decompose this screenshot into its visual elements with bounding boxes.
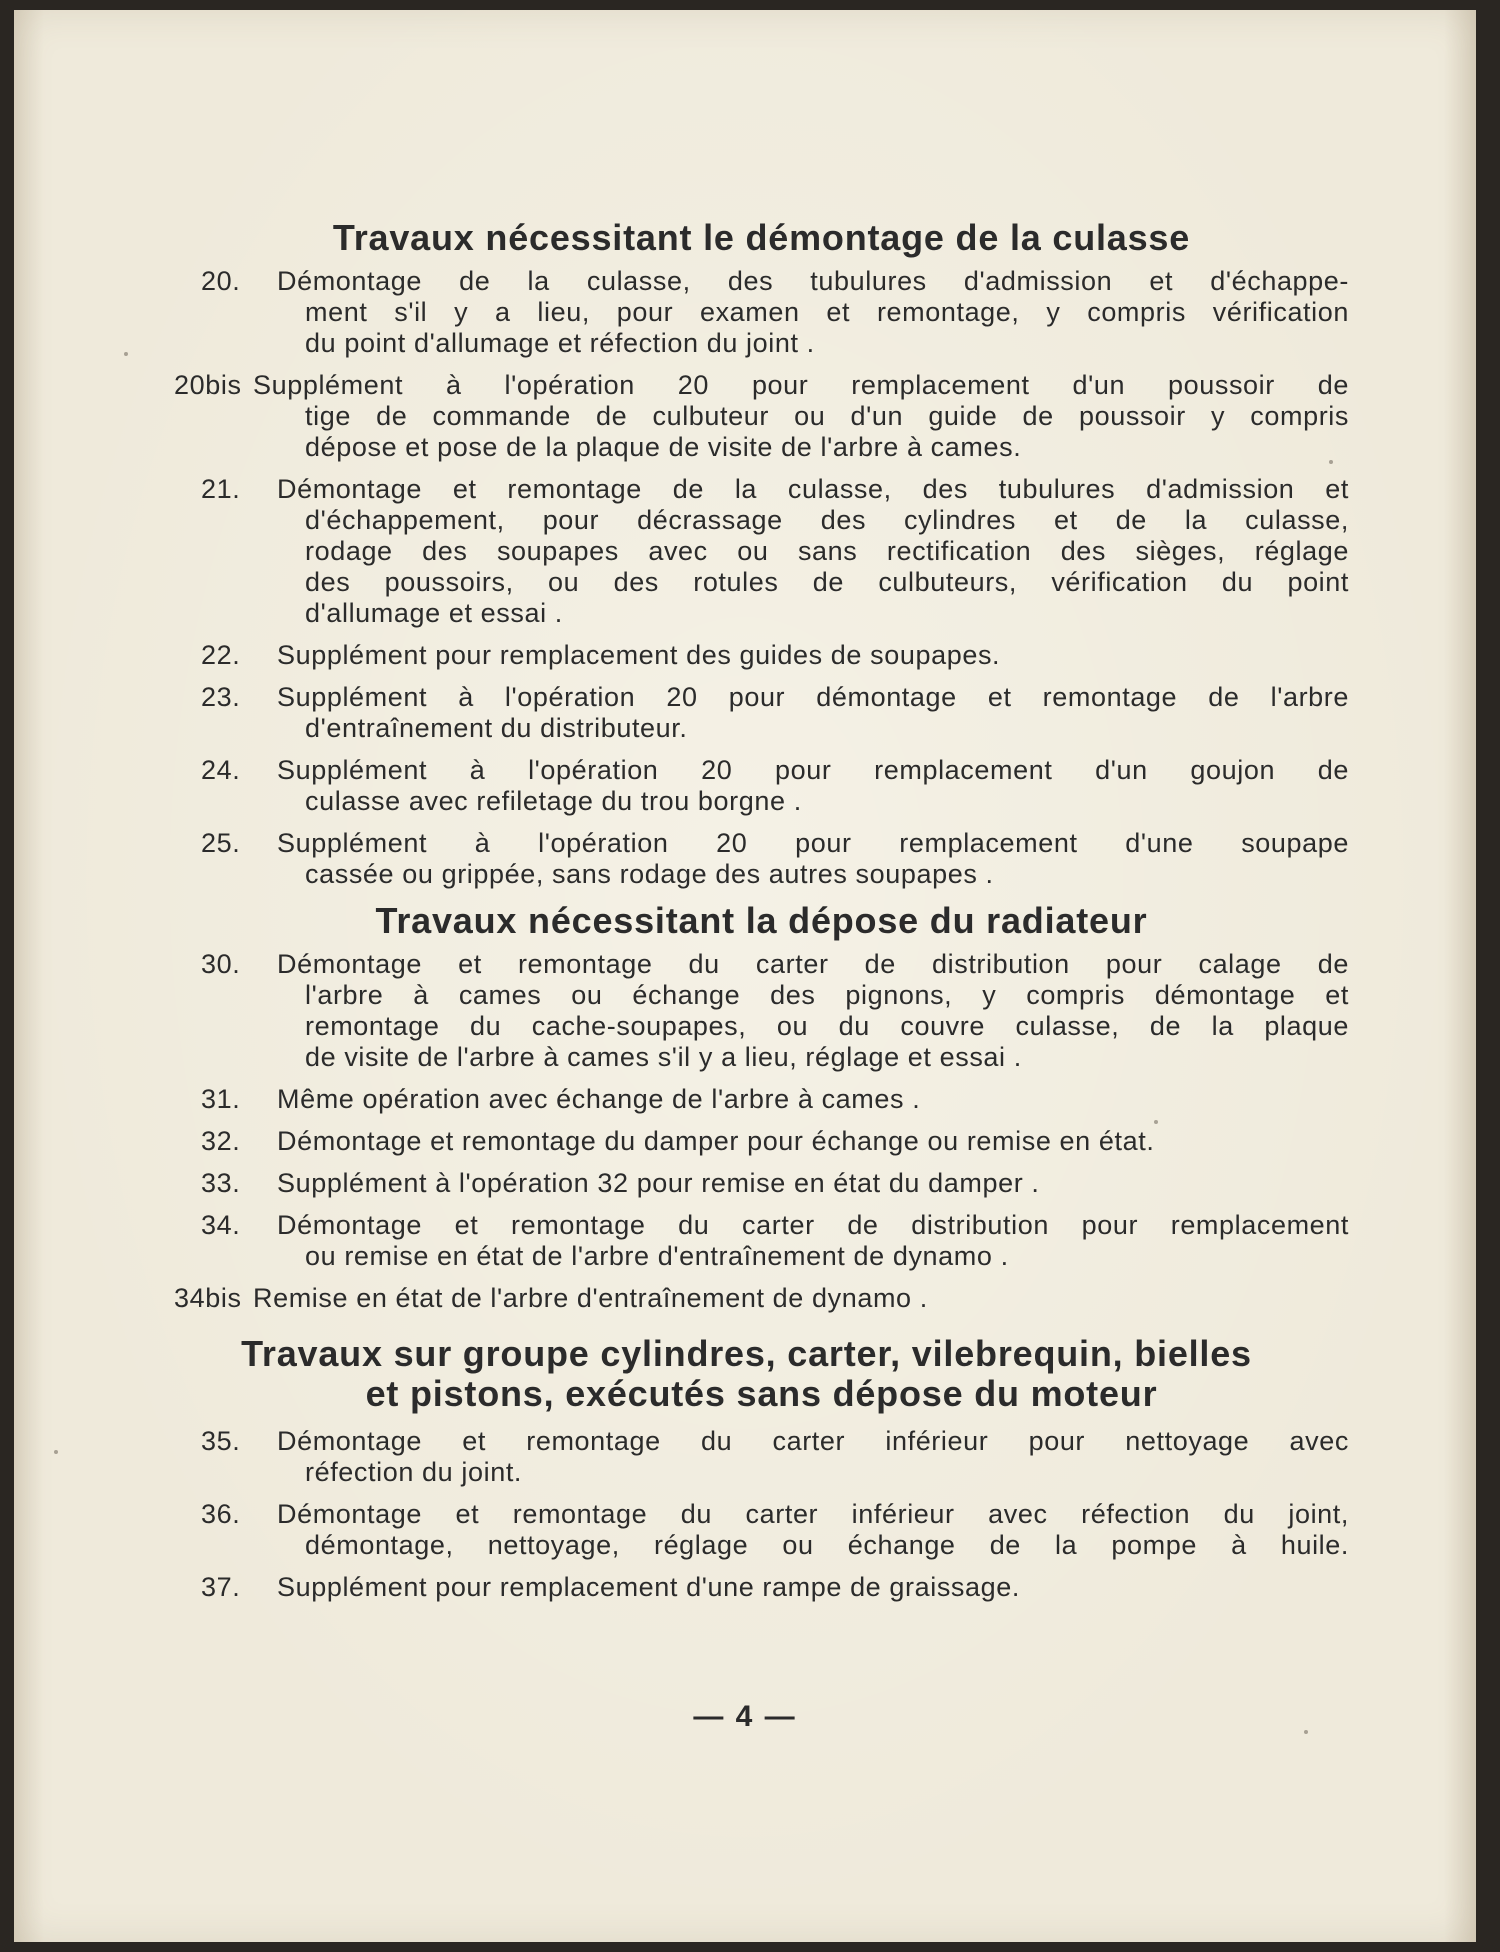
list-item-22 xyxy=(174,640,1349,671)
section-title-groupe-cylindres xyxy=(174,1334,1349,1414)
item-line: du point d'allumage et réfection du joint . xyxy=(305,328,815,358)
list-item-32 xyxy=(174,1126,1349,1157)
list-item-33 xyxy=(174,1168,1349,1199)
list-item-30 xyxy=(174,949,1349,1073)
item-number: 35. xyxy=(201,1426,241,1456)
list-item-23 xyxy=(174,682,1349,744)
item-line: Démontage et remontage du damper pour échange ou remise en état. xyxy=(277,1126,1155,1156)
item-line: démontage, nettoyage, réglage ou échange de la pompe à huile. xyxy=(305,1530,1349,1560)
item-line: Supplément à l'opération 32 pour remise en état du damper . xyxy=(277,1168,1040,1198)
item-number: 33. xyxy=(201,1168,241,1198)
item-line: dépose et pose de la plaque de visite de l'arbre à cames. xyxy=(305,432,1022,462)
item-line: ou remise en état de l'arbre d'entraînement de dynamo . xyxy=(305,1241,1009,1271)
item-line: d'entraînement du distributeur. xyxy=(305,713,688,743)
item-line: Supplément pour remplacement d'une rampe de graissage. xyxy=(277,1572,1020,1602)
list-item-20 xyxy=(174,266,1349,359)
item-number: 21. xyxy=(201,474,241,504)
item-line: d'allumage et essai . xyxy=(305,598,563,628)
section-title-line: Travaux sur groupe cylindres, carter, vilebrequin, bielles xyxy=(241,1333,1252,1374)
paper-speck xyxy=(124,352,128,356)
item-number: 22. xyxy=(201,640,241,670)
item-number: 37. xyxy=(201,1572,241,1602)
item-number: 36. xyxy=(201,1499,241,1529)
item-line: Remise en état de l'arbre d'entraînement de dynamo . xyxy=(253,1283,928,1313)
list-item-35 xyxy=(174,1426,1349,1488)
item-number: 34bis xyxy=(174,1283,242,1313)
item-line: Démontage et remontage du carter inférieur avec réfection du joint, xyxy=(277,1499,1349,1529)
item-line: Démontage de la culasse, des tubulures d'admission et d'échappe- xyxy=(277,266,1349,296)
list-item-34 xyxy=(174,1210,1349,1272)
page-number: — 4 — xyxy=(693,1700,797,1733)
item-line: Démontage et remontage du carter inférieur pour nettoyage avec xyxy=(277,1426,1349,1456)
item-line: culasse avec refiletage du trou borgne . xyxy=(305,786,802,816)
item-line: Supplément pour remplacement des guides de soupapes. xyxy=(277,640,1001,670)
list-item-31 xyxy=(174,1084,1349,1115)
item-number: 34. xyxy=(201,1210,241,1240)
item-number: 32. xyxy=(201,1126,241,1156)
document-body xyxy=(174,218,1349,1614)
item-line: Supplément à l'opération 20 pour remplacement d'un goujon de xyxy=(277,755,1349,785)
item-line: cassée ou grippée, sans rodage des autres soupapes . xyxy=(305,859,994,889)
item-line: Démontage et remontage du carter de distribution pour remplacement xyxy=(277,1210,1349,1240)
item-number: 20. xyxy=(201,266,241,296)
list-item-36 xyxy=(174,1499,1349,1561)
list-item-21 xyxy=(174,474,1349,629)
item-number: 30. xyxy=(201,949,241,979)
paper-speck xyxy=(54,1450,58,1454)
section-title-culasse: Travaux nécessitant le démontage de la culasse xyxy=(332,217,1191,258)
item-line: l'arbre à cames ou échange des pignons, y compris démontage et xyxy=(305,980,1349,1010)
item-line: de visite de l'arbre à cames s'il y a lieu, réglage et essai . xyxy=(305,1042,1022,1072)
document-page xyxy=(14,10,1476,1942)
item-line: tige de commande de culbuteur ou d'un guide de poussoir y compris xyxy=(305,401,1349,431)
item-line: des poussoirs, ou des rotules de culbuteurs, vérification du point xyxy=(305,567,1349,597)
item-line: ment s'il y a lieu, pour examen et remontage, y compris vérification xyxy=(305,297,1349,327)
item-line: d'échappement, pour décrassage des cylindres et de la culasse, xyxy=(305,505,1349,535)
item-line: Démontage et remontage du carter de distribution pour calage de xyxy=(277,949,1349,979)
item-number: 31. xyxy=(201,1084,241,1114)
item-number: 23. xyxy=(201,682,241,712)
item-line: Démontage et remontage de la culasse, des tubulures d'admission et xyxy=(277,474,1349,504)
item-line: Supplément à l'opération 20 pour remplacement d'une soupape xyxy=(277,828,1349,858)
item-number: 25. xyxy=(201,828,241,858)
section-title-line: et pistons, exécutés sans dépose du moteur xyxy=(365,1373,1158,1414)
item-number: 24. xyxy=(201,755,241,785)
item-line: réfection du joint. xyxy=(305,1457,523,1487)
section-title-radiateur: Travaux nécessitant la dépose du radiateur xyxy=(375,900,1148,941)
item-line: Supplément à l'opération 20 pour remplacement d'un poussoir de xyxy=(253,370,1349,400)
list-item-20bis xyxy=(174,370,1349,463)
item-line: Même opération avec échange de l'arbre à cames . xyxy=(277,1084,921,1114)
list-item-37 xyxy=(174,1572,1349,1603)
item-line: rodage des soupapes avec ou sans rectification des sièges, réglage xyxy=(305,536,1349,566)
item-line: Supplément à l'opération 20 pour démontage et remontage de l'arbre xyxy=(277,682,1349,712)
list-item-34bis xyxy=(174,1283,1349,1314)
list-item-25 xyxy=(174,828,1349,890)
list-item-24 xyxy=(174,755,1349,817)
item-number: 20bis xyxy=(174,370,242,400)
item-line: remontage du cache-soupapes, ou du couvre culasse, de la plaque xyxy=(305,1011,1349,1041)
